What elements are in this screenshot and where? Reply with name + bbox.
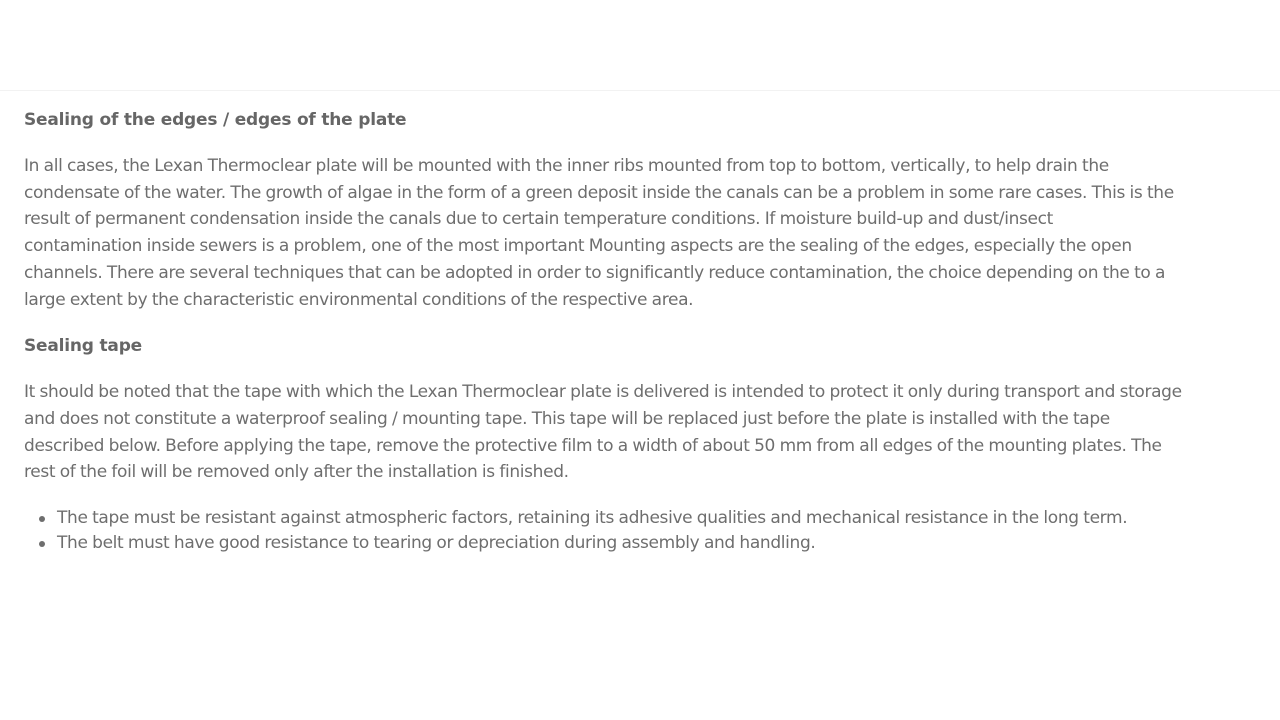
list-item: [57, 531, 1264, 556]
bullet-dot-icon: [39, 516, 45, 522]
section-heading-sealing-tape: Sealing tape: [24, 336, 142, 357]
paragraph-line: large extent by the characteristic environmental conditions of the respective area.: [24, 289, 694, 310]
list-item-text: The belt must have good resistance to tearing or depreciation during assembly and handling.: [57, 533, 816, 554]
article-content: [24, 106, 1264, 556]
paragraph-line: condensate of the water. The growth of algae in the form of a green deposit inside the canals can be a problem in some rare cases. This is the: [24, 182, 1174, 203]
paragraph-line: contamination inside sewers is a problem, one of the most important Mounting aspects are the sealing of the edges, especially the open: [24, 236, 1132, 257]
list-item: [57, 506, 1264, 531]
paragraph-line: In all cases, the Lexan Thermoclear plate will be mounted with the inner ribs mounted from top to bottom, vertically, to help drain the: [24, 156, 1109, 176]
tape-requirements-list: [24, 506, 1264, 556]
top-divider: [0, 90, 1280, 91]
paragraph-line: result of permanent condensation inside the canals due to certain temperature conditions. If moisture build-up and dust/insect: [24, 209, 1053, 230]
paragraph-line: and does not constitute a waterproof sealing / mounting tape. This tape will be replaced just before the plate is installed with the tape: [24, 408, 1110, 429]
paragraph-line: It should be noted that the tape with which the Lexan Thermoclear plate is delivered is intended to protect it only during transport and storage: [24, 382, 1182, 403]
section-heading-edge-sealing: Sealing of the edges / edges of the plate: [24, 110, 407, 130]
paragraph-line: described below. Before applying the tape, remove the protective film to a width of about 50 mm from all edges of the mounting plates. The: [24, 435, 1162, 456]
list-item-text: The tape must be resistant against atmospheric factors, retaining its adhesive qualities and mechanical resistance in the long term.: [57, 508, 1128, 529]
sealing-tape-paragraph: [24, 379, 1264, 486]
paragraph-line: channels. There are several techniques that can be adopted in order to significantly reduce contamination, the choice depending on the to a: [24, 262, 1166, 283]
paragraph-line: rest of the foil will be removed only after the installation is finished.: [24, 462, 569, 483]
edge-sealing-paragraph: [24, 153, 1264, 313]
bullet-dot-icon: [39, 541, 45, 547]
